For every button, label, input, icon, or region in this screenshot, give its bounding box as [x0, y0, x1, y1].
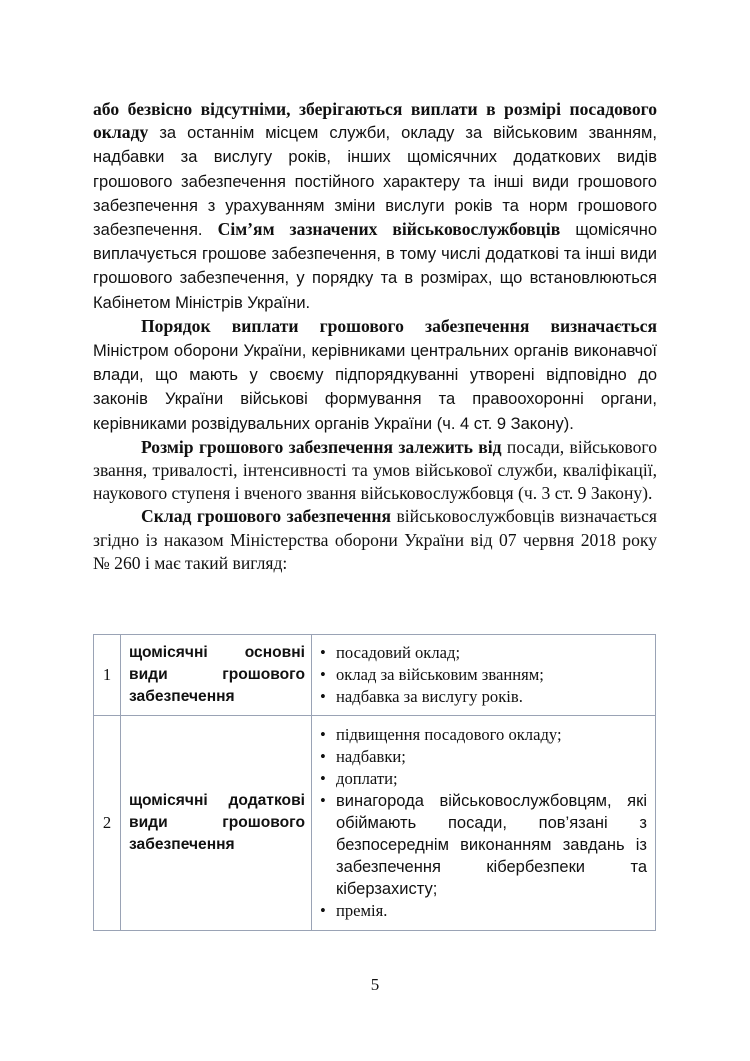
list-item: • надбавки;: [320, 747, 406, 766]
bullet-icon: •: [320, 643, 326, 662]
paragraph-text: за останнім місцем служби, окладу за військовим званням, надбавки за вислугу років, інших щомісячних додаткових видів грошового забезпечення постійного характеру та інші види грошового забезпечення з урахуванням зміни вислуги років та норм грошового забезпечення.: [93, 124, 657, 240]
list-item: • винагорода військовослужбовцям, які обіймають посади, пов’язані з безпосереднім виконанням завдань із забезпечення кібербезпеки та кіберзахисту;: [320, 791, 647, 898]
paragraph-text: щомісячно виплачується грошове забезпечення, в тому числі додаткові та інші види грошового забезпечення, у порядку та в розмірах, що встановлюються Кабінетом Міністрів України.: [93, 221, 657, 312]
row-category: щомісячні додаткові види грошового забезпечення: [121, 716, 312, 931]
row-items: [312, 716, 656, 931]
paragraph-text: військовослужбовців визначається згідно із наказом Міністерства оборони України від 07 червня 2018 року № 260 і має такий вигляд:: [93, 506, 658, 573]
bold-phrase: Порядок виплати грошового забезпечення визначається: [141, 315, 657, 336]
paragraph-payment-procedure: [93, 315, 657, 436]
page-number: 5: [370, 975, 380, 994]
row-category: щомісячні основні види грошового забезпечення: [121, 635, 312, 716]
list-item: • доплати;: [320, 769, 398, 788]
bold-phrase: Склад грошового забезпечення: [141, 506, 391, 527]
paragraph-payment-size: [93, 436, 657, 506]
payment-composition-table: [93, 634, 656, 931]
list-item: • оклад за військовим званням;: [320, 665, 544, 684]
bullet-icon: •: [320, 791, 326, 810]
paragraph-text: Міністром оборони України, керівниками центральних органів виконавчої влади, що мають у своєму підпорядкуванні утворені відповідно до законів України військові формування та правоохоронні органи, керівниками розвідувальних органів України (ч. 4 ст. 9 Закону).: [93, 342, 657, 433]
bullet-icon: •: [320, 747, 326, 766]
bullet-icon: •: [320, 901, 326, 920]
list-item: • підвищення посадового окладу;: [320, 725, 562, 744]
row-items: [312, 635, 656, 716]
row-number: 2: [94, 716, 121, 931]
body-text: [93, 98, 657, 575]
bullet-icon: •: [320, 665, 326, 684]
bullet-icon: •: [320, 725, 326, 744]
bold-phrase: Сім’ям зазначених військовослужбовців: [217, 219, 561, 240]
bold-phrase: або безвісно відсутніми, зберігаються виплати в розмірі посадового окладу: [93, 99, 657, 143]
table-row: [94, 716, 656, 931]
list-item: • посадовий оклад;: [320, 643, 461, 662]
row-number: 1: [94, 635, 121, 716]
bold-phrase: Розмір грошового забезпечення залежить від: [141, 436, 502, 457]
paragraph-payments-retained: [93, 98, 657, 315]
list-item: • премія.: [320, 901, 388, 920]
bullet-icon: •: [320, 769, 326, 788]
paragraph-payment-composition: [93, 505, 657, 575]
table-row: [94, 635, 656, 716]
list-item: • надбавка за вислугу років.: [320, 687, 523, 706]
paragraph-text: посади, військового звання, тривалості, інтенсивності та умов військової служби, кваліфікації, наукового ступеня і вченого звання військовослужбовця (ч. 3 ст. 9 Закону).: [93, 436, 657, 504]
bullet-icon: •: [320, 687, 326, 706]
